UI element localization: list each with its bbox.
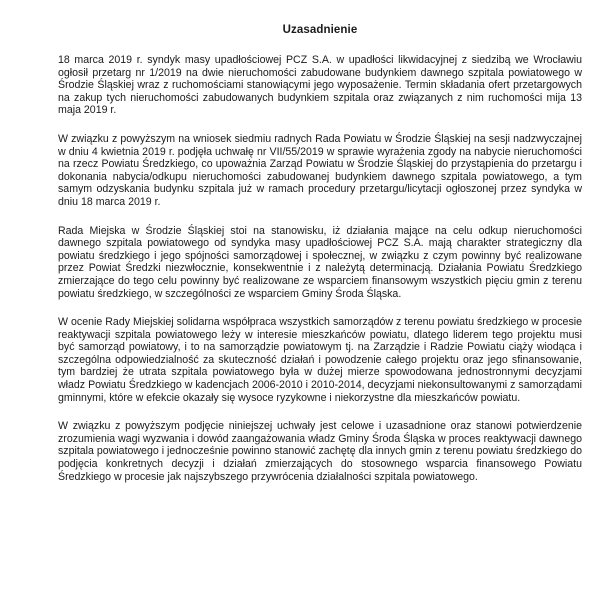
paragraph-city-council-position: Rada Miejska w Środzie Śląskiej stoi na stanowisku, iż działania mające na celu odkup nieruchomości dawnego szpitala powiatowego od syndyka masy upadłościowej PCZ S.A. mają charakter strategiczny dla powiatu średzkiego i jego spójności samorządowej i społecznej, w związku z czym powinny być realizowane przez Powiat Średzki niezwłocznie, konsekwentnie i z należytą determinacją. Działania Powiatu Średzkiego zmierzające do tego celu powinny być realizowane ze wsparciem finansowym wszystkich pięciu gmin z terenu powiatu średzkiego, w szczególności ze wsparciem Gminy Środa Śląska. xyxy=(58,224,582,300)
paragraph-tender-announcement: 18 marca 2019 r. syndyk masy upadłościowej PCZ S.A. w upadłości likwidacyjnej z siedzibą we Wrocławiu ogłosił przetarg nr 1/2019 na dwie nieruchomości zabudowane budynkiem dawnego szpitala powiatowego w Środzie Śląskiej wraz z ruchomościami stanowiącymi jego wyposażenie. Termin składania ofert przetargowych na zakup tych nieruchomości zabudowanych budynkiem szpitala oraz związanych z nim ruchomości mija 13 maja 2019 r. xyxy=(58,54,582,117)
paragraph-county-resolution: W związku z powyższym na wniosek siedmiu radnych Rada Powiatu w Środzie Śląskiej na sesji nadzwyczajnej w dniu 4 kwietnia 2019 r. podjęła uchwałę nr VII/55/2019 w sprawie wyrażenia zgody na nabycie nieruchomości na rzecz Powiatu Średzkiego, co upoważnia Zarząd Powiatu w Środzie Śląskiej do przystąpienia do przetargu i dokonania nabycia/odkupu nieruchomości zabudowanej budynkiem dawnego szpitala powiatowego, a tym samym odzyskania budynku szpitala już w ramach procedury przetargu/licytacji ogłoszonej przez syndyka w dniu 18 marca 2019 r. xyxy=(58,132,582,208)
paragraph-cooperation-assessment: W ocenie Rady Miejskiej solidarna współpraca wszystkich samorządów z terenu powiatu średzkiego w procesie reaktywacji szpitala powiatowego leży w interesie mieszkańców powiatu, dlatego liderem tego projektu musi być samorząd powiatowy, i to na samorządzie powiatowym tj. na Zarządzie i Radzie Powiatu ciąży wiodąca i szczególna odpowiedzialność za skuteczność działań i powodzenie całego projektu oraz jego sfinansowanie, tym bardziej że utrata szpitala powiatowego była w dużej mierze spowodowana jednostronnymi decyzjami władz Powiatu Średzkiego w kadencjach 2006-2010 i 2010-2014, decyzjami niekonsultowanymi z samorządami gminnymi, które w efekcie okazały się wysoce ryzykowne i niekorzystne dla mieszkańców powiatu. xyxy=(58,316,582,404)
document-title: Uzasadnienie xyxy=(282,24,358,36)
paragraph-conclusion: W związku z powyższym podjęcie niniejszej uchwały jest celowe i uzasadnione oraz stanowi potwierdzenie zrozumienia wagi wyzwania i dowód zaangażowania władz Gminy Środa Śląska w proces reaktywacji dawnego szpitala powiatowego i jednocześnie powinno stanowić zachętę dla innych gmin z terenu powiatu średzkiego do podjęcia konkretnych decyzji i działań zmierzających do stosownego wsparcia finansowego Powiatu Średzkiego w procesie jak najszybszego przywrócenia działalności szpitala powiatowego. xyxy=(58,420,582,483)
